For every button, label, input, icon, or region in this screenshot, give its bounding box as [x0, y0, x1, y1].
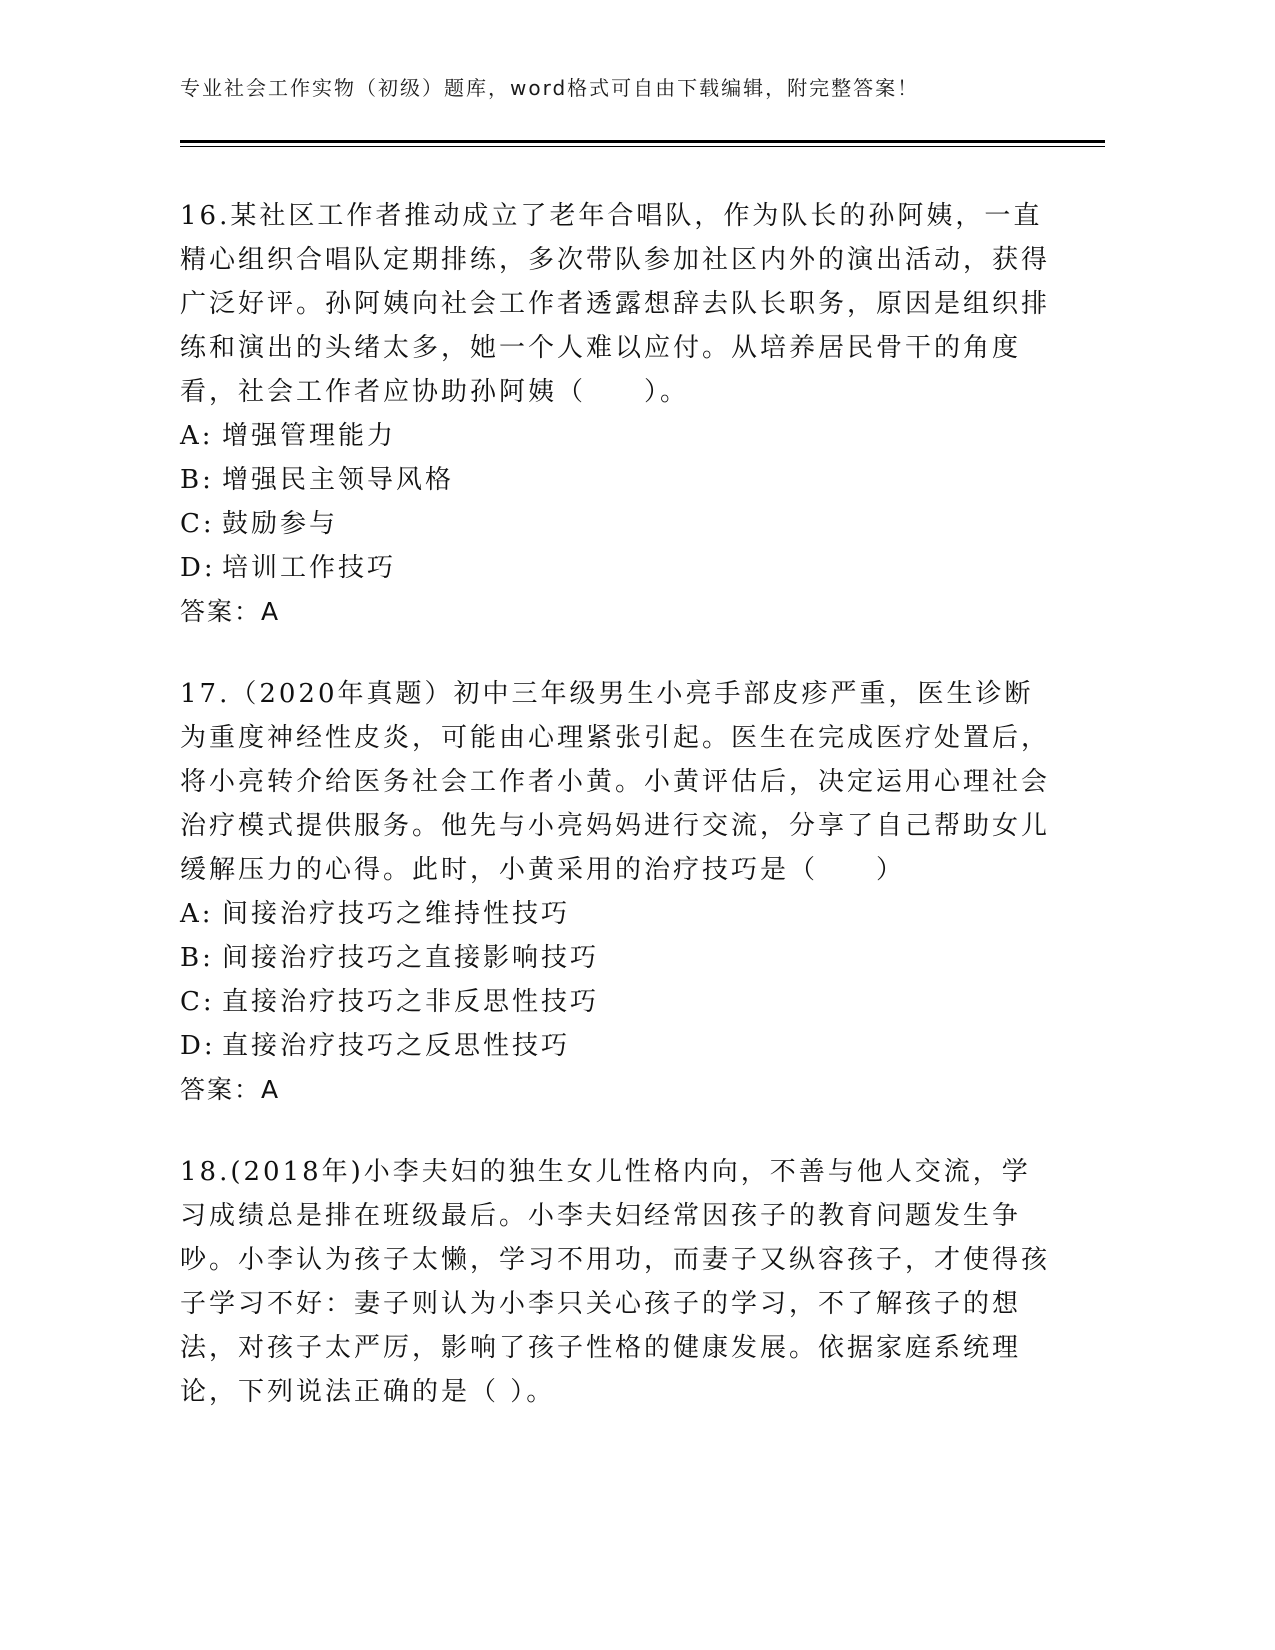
question-stem: 18.(2018年)小李夫妇的独生女儿性格内向，不善与他人交流，学习成绩总是排在班级最后。小李夫妇经常因孩子的教育问题发生争吵。小李认为孩子太懒，学习不用功，而妻子又纵容孩子，才使得孩子学习不好：妻子则认为小李只关心孩子的学习，不了解孩子的想法，对孩子太严厉，影响了孩子性格的健康发展。依据家庭系统理论，下列说法正确的是（ ）。: [180, 1157, 1051, 1407]
answer-line: 答案：A: [180, 597, 281, 626]
option-b: [180, 936, 1050, 980]
option-label: D:: [180, 1031, 216, 1061]
page-header: 专业社会工作实物（初级）题库，word格式可自由下载编辑，附完整答案！: [180, 76, 920, 100]
option-label: B:: [180, 465, 214, 495]
option-a: [180, 414, 1050, 458]
header-rule-thin: [180, 146, 1105, 147]
option-label: D:: [180, 553, 216, 583]
option-text: 增强民主领导风格: [222, 465, 455, 495]
option-text: 直接治疗技巧之非反思性技巧: [222, 987, 600, 1017]
option-text: 培训工作技巧: [222, 553, 397, 583]
option-label: A:: [180, 421, 214, 451]
option-text: 间接治疗技巧之维持性技巧: [222, 899, 571, 929]
option-c: [180, 502, 1050, 546]
answer-line: 答案：A: [180, 1075, 281, 1104]
option-text: 鼓励参与: [222, 509, 339, 539]
option-label: B:: [180, 943, 214, 973]
option-a: [180, 892, 1050, 936]
option-c: [180, 980, 1050, 1024]
option-d: [180, 546, 1050, 590]
option-d: [180, 1024, 1050, 1068]
option-text: 间接治疗技巧之直接影响技巧: [222, 943, 600, 973]
question-17: [180, 672, 1050, 1112]
option-b: [180, 458, 1050, 502]
header-rule-thick: [180, 140, 1105, 143]
question-stem: 16.某社区工作者推动成立了老年合唱队，作为队长的孙阿姨，一直精心组织合唱队定期排练，多次带队参加社区内外的演出活动，获得广泛好评。孙阿姨向社会工作者透露想辞去队长职务，原因是组织排练和演出的头绪太多，她一个人难以应付。从培养居民骨干的角度看，社会工作者应协助孙阿姨（ ）。: [180, 201, 1051, 407]
option-label: C:: [180, 987, 215, 1017]
question-stem: 17.（2020年真题）初中三年级男生小亮手部皮疹严重，医生诊断为重度神经性皮炎，可能由心理紧张引起。医生在完成医疗处置后，将小亮转介给医务社会工作者小黄。小黄评估后，决定运用心理社会治疗模式提供服务。他先与小亮妈妈进行交流，分享了自己帮助女儿缓解压力的心得。此时，小黄采用的治疗技巧是（ ）: [180, 679, 1051, 885]
question-18: [180, 1150, 1050, 1414]
question-16: [180, 194, 1050, 634]
option-text: 增强管理能力: [222, 421, 397, 451]
option-text: 直接治疗技巧之反思性技巧: [222, 1031, 571, 1061]
option-label: A:: [180, 899, 214, 929]
option-label: C:: [180, 509, 215, 539]
